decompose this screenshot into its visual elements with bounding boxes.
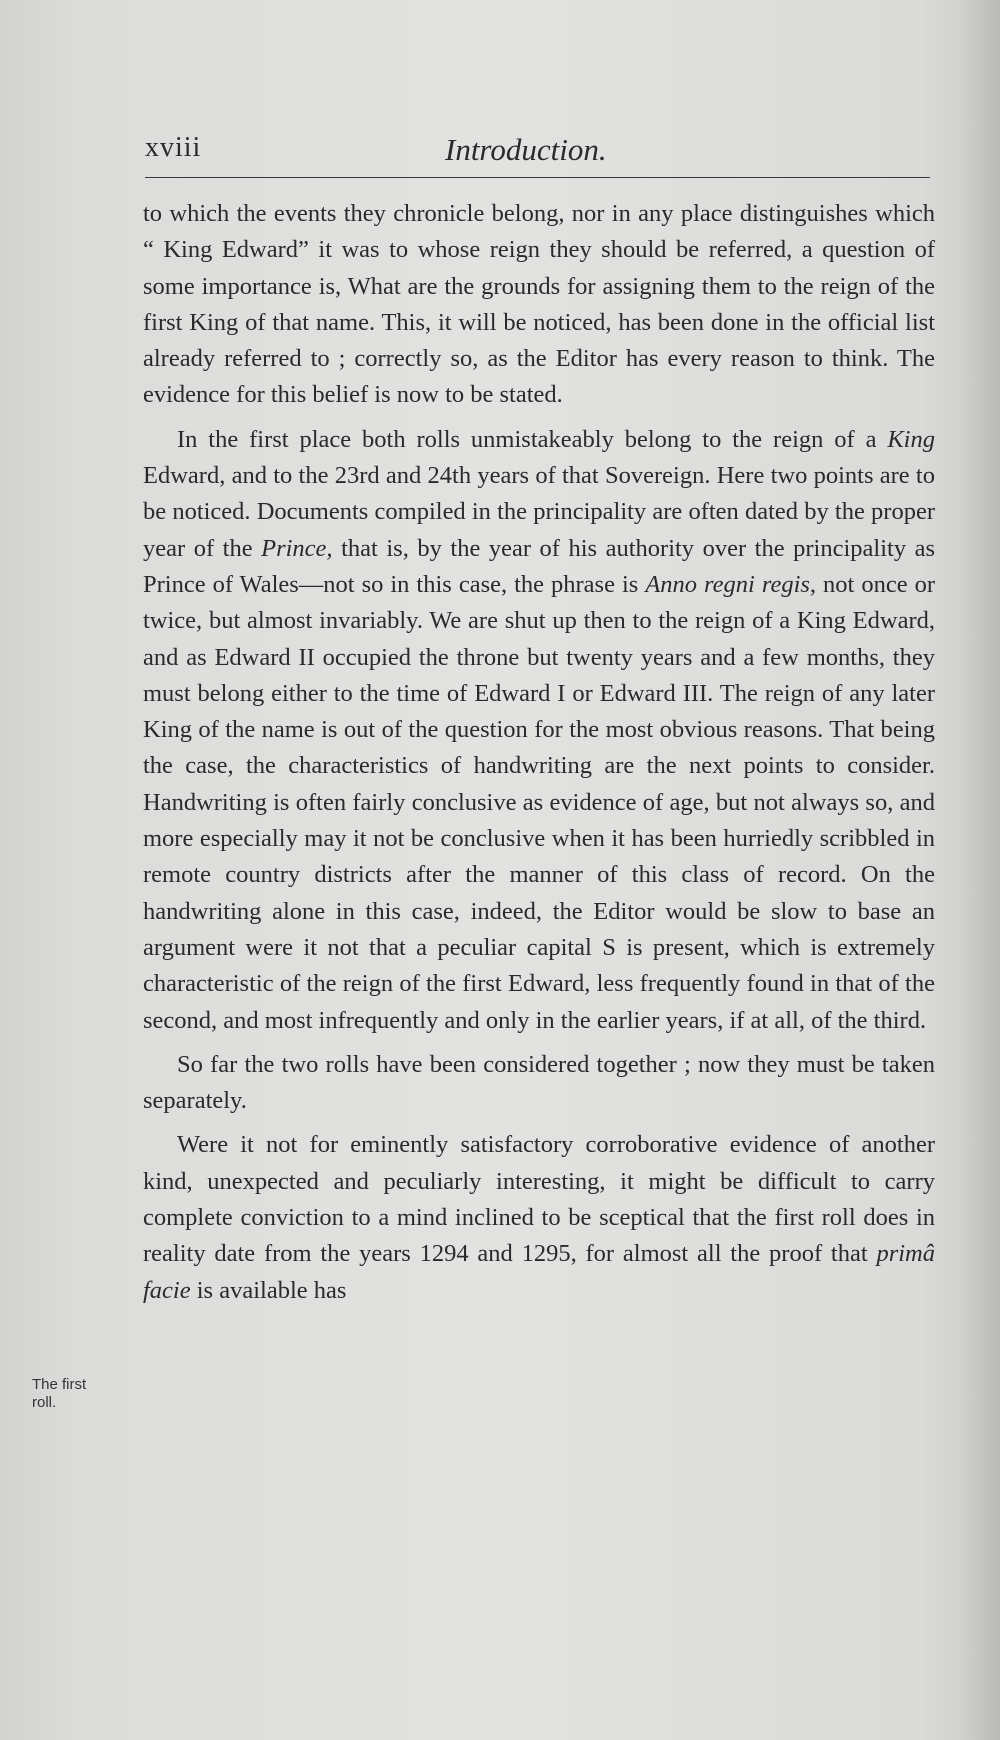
paragraph-3: So far the two rolls have been considered together ; now they must be taken separately.: [143, 1050, 935, 1115]
paragraph-4-italic-prima-facie: primâ facie: [143, 1240, 935, 1304]
paragraph-2-text-e: that is, by the year of his authority over the principality as Prince of Wales—not so in this case, the phrase is: [143, 534, 936, 598]
paragraph-2-text-a: In the first place both rolls unmistakeably belong to the reign of a: [177, 425, 888, 453]
margin-note: [32, 1376, 122, 1412]
paragraph-2-italic-king: King: [887, 425, 935, 453]
running-title: Introduction.: [445, 132, 607, 167]
paragraph-2-italic-anno-regni: Anno regni regis,: [645, 570, 817, 598]
paragraph-2-text-g: not once or twice, but almost invariably. We are shut up then to the reign of a King Edward, and as Edward II occupied the throne but twenty years and a few months, they must belong either to the time of Edward I or Edward III. The reign of any later King of the name is out of the question for the most obvious reasons. That being the case, the characteristics of handwriting are the next points to consider. Handwriting is often fairly conclusive as evidence of age, but not always so, and more especially may it not be conclusive when it has been hurriedly scribbled in remote country districts after the manner of this class of record. On the handwriting alone in this case, indeed, the Editor would be slow to base an argument were it not that a peculiar capital S is present, which is extremely characteristic of the reign of the first Edward, less frequently found in that of the second, and most infrequently and only in the earlier years, if at all, of the third.: [143, 570, 935, 1034]
paragraph-2-text-c: Edward, and to the 23rd and 24th years of that Sovereign. Here two points are to be noticed. Documents compiled in the principality are often dated by the proper year of the: [143, 462, 935, 562]
margin-note-line-2: roll.: [32, 1394, 57, 1411]
paragraph-4: [143, 1127, 935, 1308]
margin-note-line-1: The first: [32, 1376, 87, 1393]
paragraph-4-text-a: Were it not for eminently satisfactory corroborative evidence of another kind, unexpected and peculiarly interesting, it might be difficult to carry complete conviction to a mind inclined to be sceptical that the first roll does in reality date from the years 1294 and 1295, for almost all the proof that: [143, 1131, 935, 1268]
paragraph-2: [143, 422, 935, 1039]
paragraph-4-text-c: is available has: [190, 1276, 347, 1304]
paragraph-1: to which the events they chronicle belong, nor in any place distinguishes which “ King Edward” it was to whose reign they should be referred, a question of some importance is, What are the grounds for assigning them to the reign of the first King of that name. This, it will be noticed, has been done in the official list already referred to ; correctly so, as the Editor has every reason to think. The evidence for this belief is now to be stated.: [143, 200, 935, 409]
paragraph-2-italic-prince: Prince,: [261, 534, 333, 562]
page-header: [145, 132, 945, 176]
header-rule: [145, 177, 930, 178]
spine-shadow: [960, 0, 1000, 1740]
page-number: xviii: [145, 132, 202, 163]
body-text: [143, 196, 935, 1309]
